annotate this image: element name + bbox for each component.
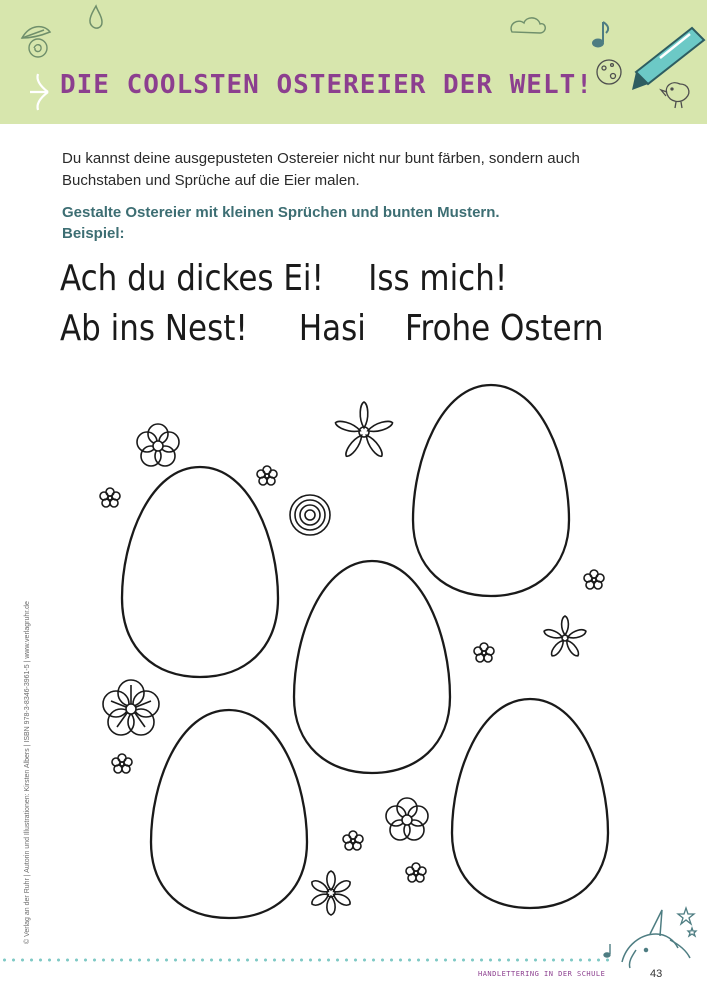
intro-paragraph: Du kannst deine ausgepusteten Ostereier nicht nur bunt färben, sondern auch Buchstaben und Sprüche auf die Eier malen. [62,150,580,189]
music-note-icon [593,22,608,47]
example-phrase: Iss mich! [368,258,508,299]
example-line-2 [60,308,604,349]
flower-icon [112,754,132,773]
flower-icon [406,863,426,882]
bird-icon [661,83,689,108]
music-note-icon [604,944,610,957]
flower-icon [137,424,179,466]
example-phrase: Ach du dickes Ei! [60,258,324,299]
flower-icon [257,466,277,485]
star-icon [678,908,696,936]
footer-divider [0,958,610,962]
egg-outline [413,385,569,596]
leaf-icon [30,74,48,110]
example-phrase: Ab ins Nest! [60,308,248,349]
flower-icon [474,643,494,662]
unicorn-icon [622,910,690,968]
flower-icon [584,570,604,589]
leaf-icon [22,27,50,38]
copyright-note: © Verlag an der Ruhr | Autorin und Illustrationen: Kirsten Albers | ISBN 978-3-8346-3961-5 | www.verlagruhr.de [24,601,31,944]
page-number: 43 [650,968,663,980]
instruction-text [62,202,582,244]
example-phrase: Hasi [298,308,366,349]
flower-icon [310,871,352,915]
example-label: Beispiel: [62,225,125,242]
flower-icon [100,488,120,507]
egg-outline [122,467,278,677]
egg-outline [452,699,608,908]
footer-label: HANDLETTERING IN DER SCHULE [478,970,606,978]
egg-outline [294,561,450,773]
flower-icon [543,616,587,658]
marker-pen-icon [632,28,704,90]
flower-icon [103,680,159,735]
example-phrase: Frohe Ostern [404,308,604,349]
page-title: DIE COOLSTEN OSTEREIER DER WELT! [60,70,593,100]
flower-icon [386,798,428,840]
example-line-1 [60,258,507,299]
rose-icon [29,39,47,57]
egg-outline [151,710,307,918]
flower-icon [343,831,363,850]
planet-icon [597,60,621,84]
flower-icon [334,402,393,458]
instruction-line: Gestalte Ostereier mit kleinen Sprüchen und bunten Mustern. [62,204,500,221]
flower-icon [290,495,330,535]
cloud-icon [511,18,545,33]
water-drop-icon [90,6,102,28]
